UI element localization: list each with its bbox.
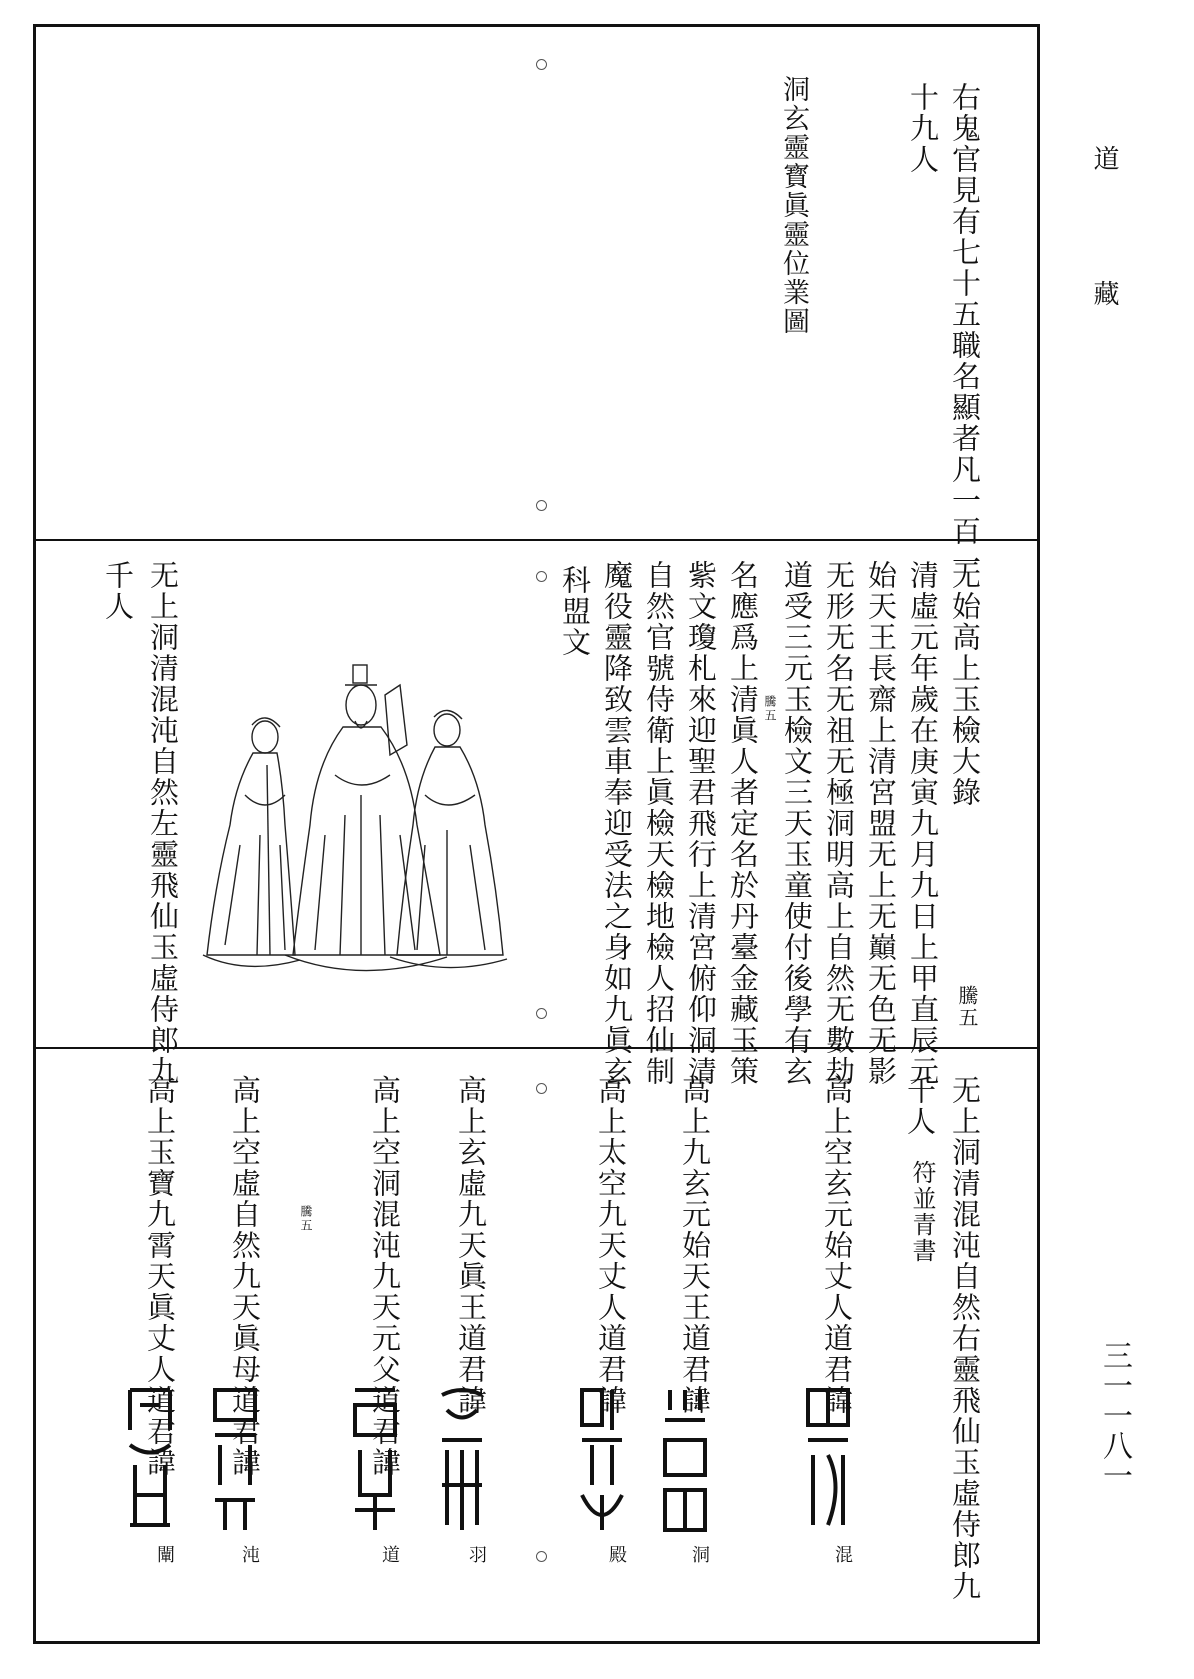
text-column: 科盟文 bbox=[558, 565, 592, 658]
text-column: 千人 bbox=[903, 1075, 937, 1137]
binding-hole bbox=[536, 1008, 547, 1019]
text-column: 符並青書 bbox=[908, 1160, 936, 1264]
seal-annotation: 羽 bbox=[466, 1545, 487, 1563]
right-attendant-figure bbox=[390, 710, 507, 967]
talisman-seal-glyph bbox=[577, 1385, 627, 1535]
seal-annotation: 殿 bbox=[606, 1545, 627, 1563]
text-column: 自然官號侍衛上眞檢天檢地檢人招仙制 bbox=[642, 560, 676, 1087]
central-deity-figure bbox=[285, 665, 447, 971]
margin-label-top: 道 bbox=[1089, 145, 1119, 171]
text-column: 始天王長齋上清宮盟无上无巔无色无影 bbox=[864, 560, 898, 1087]
talisman-seal-glyph bbox=[350, 1385, 400, 1535]
three-immortals-illustration bbox=[185, 655, 515, 985]
binding-hole bbox=[536, 59, 547, 70]
text-column: 无始高上玉檢大錄 bbox=[948, 560, 982, 808]
binding-hole bbox=[536, 1083, 547, 1094]
text-column: 紫文瓊札來迎聖君飛行上清宮俯仰洞清 bbox=[684, 560, 718, 1087]
text-column: 千人 bbox=[101, 560, 135, 622]
text-column: 无形无名无祖无極洞明高上自然无數劫 bbox=[822, 560, 856, 1087]
deity-title: 高上九玄元始天王道君諱 bbox=[678, 1075, 712, 1416]
binding-hole bbox=[536, 571, 547, 582]
text-column: 无上洞清混沌自然右靈飛仙玉虛侍郎九 bbox=[948, 1075, 982, 1602]
text-column: 魔役靈降致雲車奉迎受法之身如九眞玄 bbox=[600, 560, 634, 1087]
text-column: 清虛元年歲在庚寅九月九日上甲直辰元 bbox=[906, 560, 940, 1087]
binding-hole bbox=[536, 500, 547, 511]
text-column: 右鬼官見有七十五職名顯者凡一百一 bbox=[948, 82, 982, 578]
left-attendant-figure bbox=[203, 718, 300, 966]
margin-label-mid: 藏 bbox=[1089, 280, 1119, 306]
binding-hole bbox=[536, 1551, 547, 1562]
talisman-seal-glyph bbox=[437, 1385, 487, 1535]
talisman-seal-glyph bbox=[660, 1385, 710, 1535]
deity-title: 高上玉寶九霄天眞丈人道君諱 bbox=[143, 1075, 177, 1478]
section-title: 洞玄靈寳眞靈位業圖 bbox=[778, 75, 809, 336]
seal-annotation: 道 bbox=[379, 1545, 400, 1563]
seal-annotation: 混 bbox=[832, 1545, 853, 1563]
section-divider-1 bbox=[36, 539, 1037, 541]
talisman-seal-glyph bbox=[125, 1385, 175, 1535]
seal-annotation: 洞 bbox=[689, 1545, 710, 1563]
annotation-mark: 騰五 bbox=[955, 985, 979, 1029]
deity-title: 高上空玄元始丈人道君諱 bbox=[820, 1075, 854, 1416]
text-column: 道受三元玉檢文三天玉童使付後學有玄 bbox=[780, 560, 814, 1087]
text-column: 无上洞清混沌自然左靈飛仙玉虛侍郎九 bbox=[146, 560, 180, 1087]
text-column: 名應爲上清眞人者定名於丹臺金藏玉策 bbox=[726, 560, 760, 1087]
annotation-mark: 騰五 bbox=[299, 1205, 313, 1233]
annotation-mark: 騰五 bbox=[763, 695, 777, 723]
deity-title: 高上玄虛九天眞王道君諱 bbox=[454, 1075, 488, 1416]
seal-annotation: 沌 bbox=[239, 1545, 260, 1563]
talisman-seal-glyph bbox=[210, 1385, 260, 1535]
deity-title: 高上太空九天丈人道君諱 bbox=[594, 1075, 628, 1416]
page-number: 三一一八一 bbox=[1097, 1340, 1132, 1490]
deity-title: 高上空洞混沌九天元父道君諱 bbox=[368, 1075, 402, 1478]
deity-title: 高上空虛自然九天眞母道君諱 bbox=[228, 1075, 262, 1478]
talisman-seal-glyph bbox=[803, 1385, 853, 1535]
text-column: 十九人 bbox=[906, 82, 940, 175]
seal-annotation: 闡 bbox=[154, 1545, 175, 1563]
